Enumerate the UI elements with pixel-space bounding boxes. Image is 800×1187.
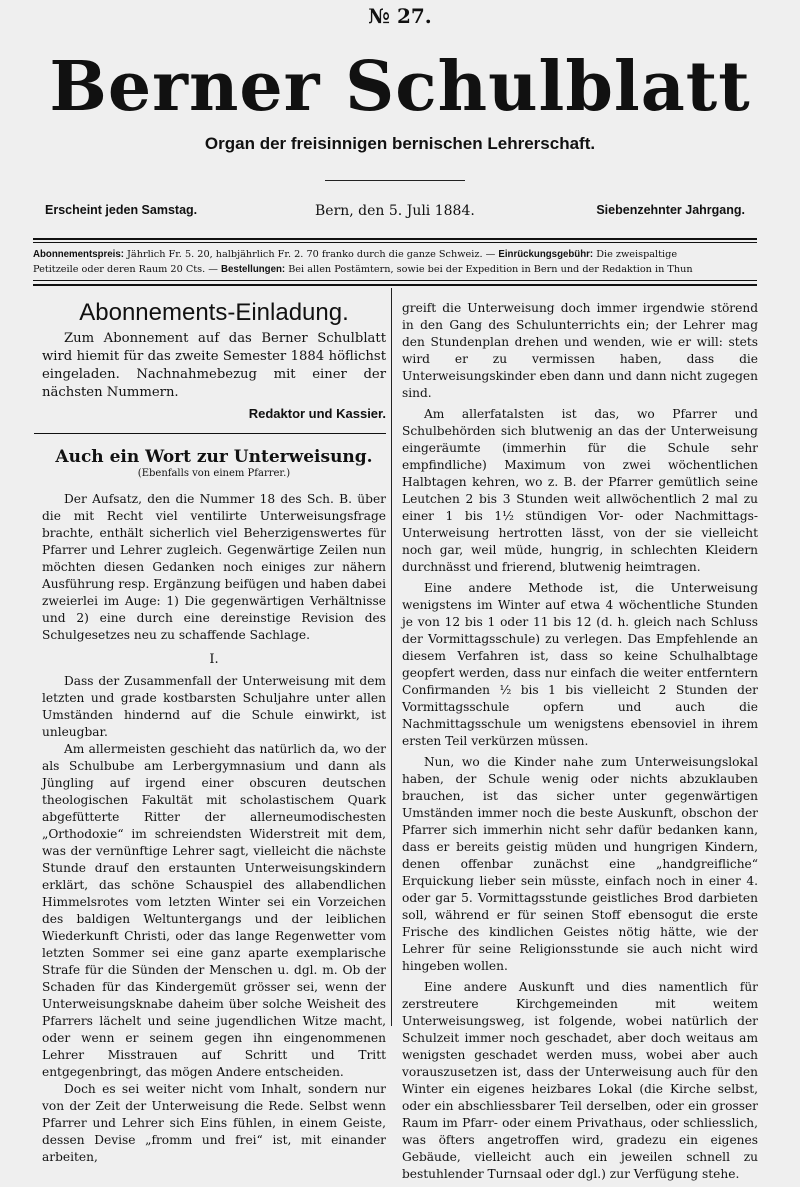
info-line-1: Abonnementspreis: Jährlich Fr. 5. 20, halbjährlich Fr. 2. 70 franko durch die ganze Schweiz. — Einrückungsgebühr: Die zweispaltige — [33, 249, 678, 260]
article-title: Auch ein Wort zur Unterweisung. — [55, 447, 373, 467]
subscription-info — [33, 247, 757, 277]
right-column — [402, 300, 758, 1187]
left-column — [42, 294, 386, 1166]
article-paragraph: Dass der Zusammenfall der Unterweisung mit dem letzten und grade kostbarsten Schuljahre unter allen Umständen hindernd auf die Schule einwirkt, ist unleugbar. — [42, 674, 386, 739]
issue-number: № 27. — [368, 4, 432, 28]
article-intro: Der Aufsatz, den die Nummer 18 des Sch. B. über die mit Recht viel ventilirte Unterweisungsfrage brachte, enthält sicherlich viel Beherzigenswertes für Pfarrer und Lehrer zugleich. Gegenwärtige Zeilen nun möchten diesen Gedanken noch einiges zur nähern Ausführung resp. Ergänzung beifügen und haben dabei zweierlei im Auge: 1) Die gegenwärtigen Verhältnisse und 2) eine durch eine dereinstige Revision des Schulgesetzes neu zu schaffende Sachlage. — [42, 492, 386, 642]
article-paragraph: Nun, wo die Kinder nahe zum Unterweisungslokal haben, der Schule wenig oder nichts abzuklauben brauchen, ist das sicher unter gegenwärtigen Umständen immer noch die beste Auskunft, obschon der Pfarrer sich immerhin nicht sehr dafür bedanken kann, dass er bereits geistig müden und hungrigen Kindern, denen offenbar zunächst eine „handgreifliche“ Erquickung lieber sein müsste, einfach noch in einer 4. oder gar 5. Vormittagsstunde geistliches Brod darbieten soll, während er für seinen Stoff ebensogut die erste Frische des kindlichen Geistes nötig hätte, wie der Lehrer für seine Religionsstunde sie auch nicht wird hingeben wollen. — [402, 755, 758, 973]
insertion-fee-label: Einrückungsgebühr: — [498, 249, 594, 260]
invitation-text: Zum Abonnement auf das Berner Schulblatt wird hiemit für das zweite Semester 1884 höflichst eingeladen. Nachnahmebezug mit einer der nächsten Nummern. — [42, 331, 386, 400]
article-paragraph: Eine andere Auskunft und dies namentlich für zerstreutere Kirchgemeinden mit weitem Unterweisungsweg, ist folgende, wobei natürlich der Schulzeit immer noch geschadet, aber doch weitaus am wenigsten geschadet werden muss, wobei aber auch vorauszusetzen ist, dass der Unterweisung auch für den Winter ein eigenes heizbares Lokal (die Kirche selbst, oder ein abschliessbarer Teil derselben, oder ein grosser Raum im Pfarr- oder einem Privathaus, oder schliesslich, was öfters angetroffen wird, gradezu ein eigenes Gebäude, vielleicht auch ein jeweilen schnell zu bestuhlender Turnsaal oder dgl.) zur Verfügung stehe. — [402, 980, 758, 1181]
volume-year: Siebenzehnter Jahrgang. — [596, 203, 745, 217]
section-number: I. — [209, 652, 219, 667]
info-line-2: Petitzeile oder deren Raum 20 Cts. — Bestellungen: Bei allen Postämtern, sowie bei der Expedition in Bern und der Redaktion in Thun — [33, 264, 693, 275]
publication-frequency: Erscheint jeden Samstag. — [45, 203, 198, 217]
article-paragraph: Doch es sei weiter nicht vom Inhalt, sondern nur von der Zeit der Unterweisung die Rede. Selbst wenn Pfarrer und Lehrer sich Eins fühlen, in einem Geiste, dessen Devise „fromm und frei“ ist, mit einander arbeiten, — [42, 1082, 386, 1164]
column-divider — [391, 288, 392, 1026]
header-rule-top-thin — [33, 242, 757, 243]
newspaper-subtitle: Organ der freisinnigen bernischen Lehrerschaft. — [204, 134, 596, 153]
article-paragraph: greift die Unterweisung doch immer irgendwie störend in den Gang des Schulunterrichts ein; der Lehrer mag den Stundenplan drehen und wenden, wie er will: stets wird er zu vermissen haben, dass die Unterweisungskinder eben dann und dann nicht zugegen sind. — [402, 301, 758, 400]
invitation-title: Abonnements-Einladung. — [79, 299, 349, 326]
header-rule-bottom — [33, 284, 757, 286]
article-paragraph: Am allermeisten geschieht das natürlich da, wo der als Schulbube am Lerbergymnasium und dann als Jüngling auf irgend einer obscuren deutschen theologischen Fakultät mit scholastischem Quark abgefütterte Ritter der allerneumodischesten „Orthodoxie“ im schreiendsten Widerstreit mit dem, was der vernünftige Lehrer sagt, vielleicht die nächste Stunde drauf den erstaunten Unterweisungskindern erklärt, das schöne Schauspiel des allabendlichen Himmelsrotes vom letzten Winter sei ein Vorzeichen des baldigen Weltuntergangs und der leiblichen Wiederkunft Christi, oder das lange Regenwetter vom letzten Sommer sei eine ganz aparte exemplarische Strafe für die Sünden der Menschen u. dgl. m. Ob der Schaden für das Kindergemüt grösser sei, wenn der Unterweisungsknabe daheim über solche Weisheit des Pfarrers lächelt und seine jugendlichen Witze macht, oder wenn er seinem gegen ihn eingenommenen Lehrer Misstrauen auf Schritt und Tritt entgegenbringt, das mögen Andere entscheiden. — [42, 742, 386, 1079]
section-divider — [34, 433, 386, 434]
article-subtitle: (Ebenfalls von einem Pfarrer.) — [137, 468, 291, 479]
issue-date: Bern, den 5. Juli 1884. — [315, 203, 475, 219]
header-rule-top — [33, 238, 757, 240]
subscription-price-label: Abonnementspreis: — [33, 249, 124, 260]
orders-label: Bestellungen: — [221, 264, 286, 275]
article-paragraph: Eine andere Methode ist, die Unterweisung wenigstens im Winter auf etwa 4 wöchentliche Stunden je von 12 bis 1 oder 11 bis 12 (d. h. gleich nach Schluss der Vormittagsschule) zu verlegen. Das Empfehlende an diesem Verfahren ist, dass so keine Schulhalbtage geopfert werden, dass nur einfach die weiter entferntern Confirmanden ½ bis 1 bis vielleicht 2 Stunden der Vormittagsschule opfern und auch die Nachmittagsschule um wenigstens ebensoviel in ihrem ersten Teil verkürzen müssen. — [402, 581, 758, 748]
header-rule-bottom-thin — [33, 280, 757, 281]
dateline — [45, 203, 745, 223]
article-paragraph: Am allerfatalsten ist das, wo Pfarrer und Schulbehörden sich blutwenig an das der Unterweisung eingeräumte (immerhin für die Schule sehr empfindliche) Maximum von zwei wöchentlichen Halbtagen kehren, wo z. B. der Pfarrer gemütlich seine Leutchen 2 bis 3 Stunden weit allwöchentlich 2 mal zu einer 1 bis 1½ stündigen Vor- oder Nachmittags-Unterweisung hertrotten lässt, von der sie vielleicht noch gar, weil müde, hungrig, in schlechten Kleidern durchnässt und frierend, blutwenig heimtragen. — [402, 407, 758, 574]
newspaper-title: Berner Schulblatt — [49, 47, 751, 127]
invitation-signature: Redaktor und Kassier. — [248, 406, 386, 421]
title-divider — [325, 180, 465, 181]
